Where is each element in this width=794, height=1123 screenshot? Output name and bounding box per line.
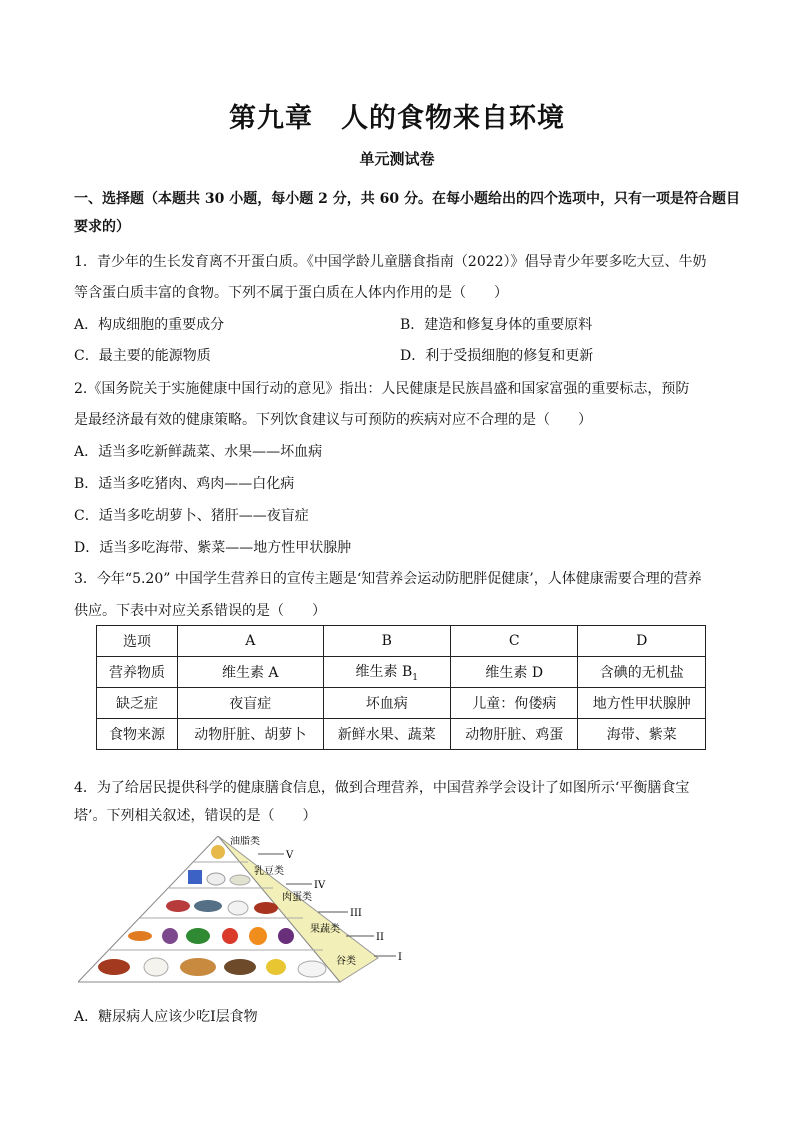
level-v: V xyxy=(286,850,294,861)
section-heading: 一、选择题（本题共 30 小题，每小题 2 分，共 60 分。在每小题给出的四个选项中，只有一项是符合题目 xyxy=(74,191,740,207)
table-cell: 儿童：佝偻病 xyxy=(451,688,578,719)
grapes-icon xyxy=(278,928,294,944)
oil-icon xyxy=(211,845,225,859)
egg-icon xyxy=(228,901,248,915)
eggplant-icon xyxy=(162,928,178,944)
orange-icon xyxy=(249,927,267,945)
table-header-cell: D xyxy=(578,626,706,657)
bread-icon xyxy=(180,958,216,976)
level-iii: III xyxy=(350,908,362,919)
bun-icon xyxy=(144,958,168,976)
table-cell: 坏血病 xyxy=(323,688,450,719)
table-row xyxy=(97,688,706,719)
meat-icon xyxy=(166,900,190,912)
table-cell: 动物肝脏、鸡蛋 xyxy=(451,719,578,750)
table-cell: 营养物质 xyxy=(97,657,178,688)
table-cell: 地方性甲状腺肿 xyxy=(578,688,706,719)
sausage-icon xyxy=(254,902,278,914)
page-title: 第九章 人的食物来自环境 xyxy=(229,103,565,134)
q2-option-a: A．适当多吃新鲜蔬菜、水果——坏血病 xyxy=(74,444,323,460)
table-cell: 夜盲症 xyxy=(178,688,324,719)
section-heading-cont: 要求的） xyxy=(74,219,130,235)
q1-stem: 1．青少年的生长发育离不开蛋白质。《中国学龄儿童膳食指南（2022）》倡导青少年要多吃大豆、牛奶 xyxy=(74,254,707,270)
q3-stem-cont: 供应。下表中对应关系错误的是（ ） xyxy=(74,603,326,619)
q2-stem-cont: 是最经济最有效的健康策略。下列饮食建议与可预防的疾病对应不合理的是（ ） xyxy=(74,412,592,428)
label-meat-egg: 肉蛋类 xyxy=(282,892,312,903)
table-cell xyxy=(323,657,450,688)
tofu-icon xyxy=(207,873,225,885)
q1-option-d: D．利于受损细胞的修复和更新 xyxy=(400,348,594,364)
q4-stem: 4．为了给居民提供科学的健康膳食信息，做到合理营养，中国营养学会设计了如图所示‘平衡膳食宝 xyxy=(74,780,690,796)
table-header-cell: 选项 xyxy=(97,626,178,657)
q1-option-b: B．建造和修复身体的重要原料 xyxy=(400,317,593,333)
q1-stem-cont: 等含蛋白质丰富的食物。下列不属于蛋白质在人体内作用的是（ ） xyxy=(74,285,508,301)
q2-option-b: B．适当多吃猪肉、鸡肉——白化病 xyxy=(74,476,295,492)
table-cell: 缺乏症 xyxy=(97,688,178,719)
table-cell: 新鲜水果、蔬菜 xyxy=(323,719,450,750)
table-header-cell: B xyxy=(323,626,450,657)
label-grain: 谷类 xyxy=(336,956,356,967)
label-fruit-veg: 果蔬类 xyxy=(310,924,340,935)
q1-option-c: C．最主要的能源物质 xyxy=(74,348,211,364)
table-row xyxy=(97,719,706,750)
nutrition-table xyxy=(96,625,706,750)
q2-option-c: C．适当多吃胡萝卜、猪肝——夜盲症 xyxy=(74,508,309,524)
table-cell: 食物来源 xyxy=(97,719,178,750)
q2-stem: 2.《国务院关于实施健康中国行动的意见》指出：人民健康是民族昌盛和国家富强的重要标志，预防 xyxy=(74,381,690,397)
q4-stem-cont: 塔’。下列相关叙述，错误的是（ ） xyxy=(74,808,317,824)
milk-box-icon xyxy=(188,870,202,884)
level-iv: IV xyxy=(314,880,326,891)
tomato-icon xyxy=(222,928,238,944)
sweet-potato-icon xyxy=(98,959,130,975)
table-cell: 动物肝脏、胡萝卜 xyxy=(178,719,324,750)
carrot-icon xyxy=(128,931,152,941)
q2-option-d: D．适当多吃海带、紫菜——地方性甲状腺肿 xyxy=(74,540,352,556)
level-i: I xyxy=(398,952,402,963)
table-header-cell: A xyxy=(178,626,324,657)
table-header-row xyxy=(97,626,706,657)
corn-icon xyxy=(266,959,286,975)
table-cell: 维生素 A xyxy=(178,657,324,688)
q1-option-a: A．构成细胞的重要成分 xyxy=(74,317,225,333)
table-header-cell: C xyxy=(451,626,578,657)
table-cell: 维生素 D xyxy=(451,657,578,688)
fish-icon xyxy=(194,900,222,912)
table-cell: 含碘的无机盐 xyxy=(578,657,706,688)
q3-stem: 3．今年“5.20” 中国学生营养日的宣传主题是‘知营养会运动防肥胖促健康’，人体健康需要合理的营养 xyxy=(74,571,702,587)
vitamin-b-text: 维生素 B xyxy=(355,664,413,681)
table-row xyxy=(97,657,706,688)
label-oil: 油脂类 xyxy=(230,836,260,847)
food-pyramid-figure xyxy=(78,836,418,986)
subscript-1: 1 xyxy=(412,672,418,683)
rice-bowl-icon xyxy=(298,961,326,977)
q4-option-a: A．糖尿病人应该少吃Ⅰ层食物 xyxy=(74,1009,258,1025)
label-dairy-bean: 乳豆类 xyxy=(254,866,284,877)
pepper-icon xyxy=(186,928,210,944)
page-subtitle: 单元测试卷 xyxy=(359,150,435,168)
table-cell: 海带、紫菜 xyxy=(578,719,706,750)
level-ii: II xyxy=(376,932,384,943)
loaf-icon xyxy=(224,959,256,975)
bowl-icon xyxy=(230,875,250,885)
